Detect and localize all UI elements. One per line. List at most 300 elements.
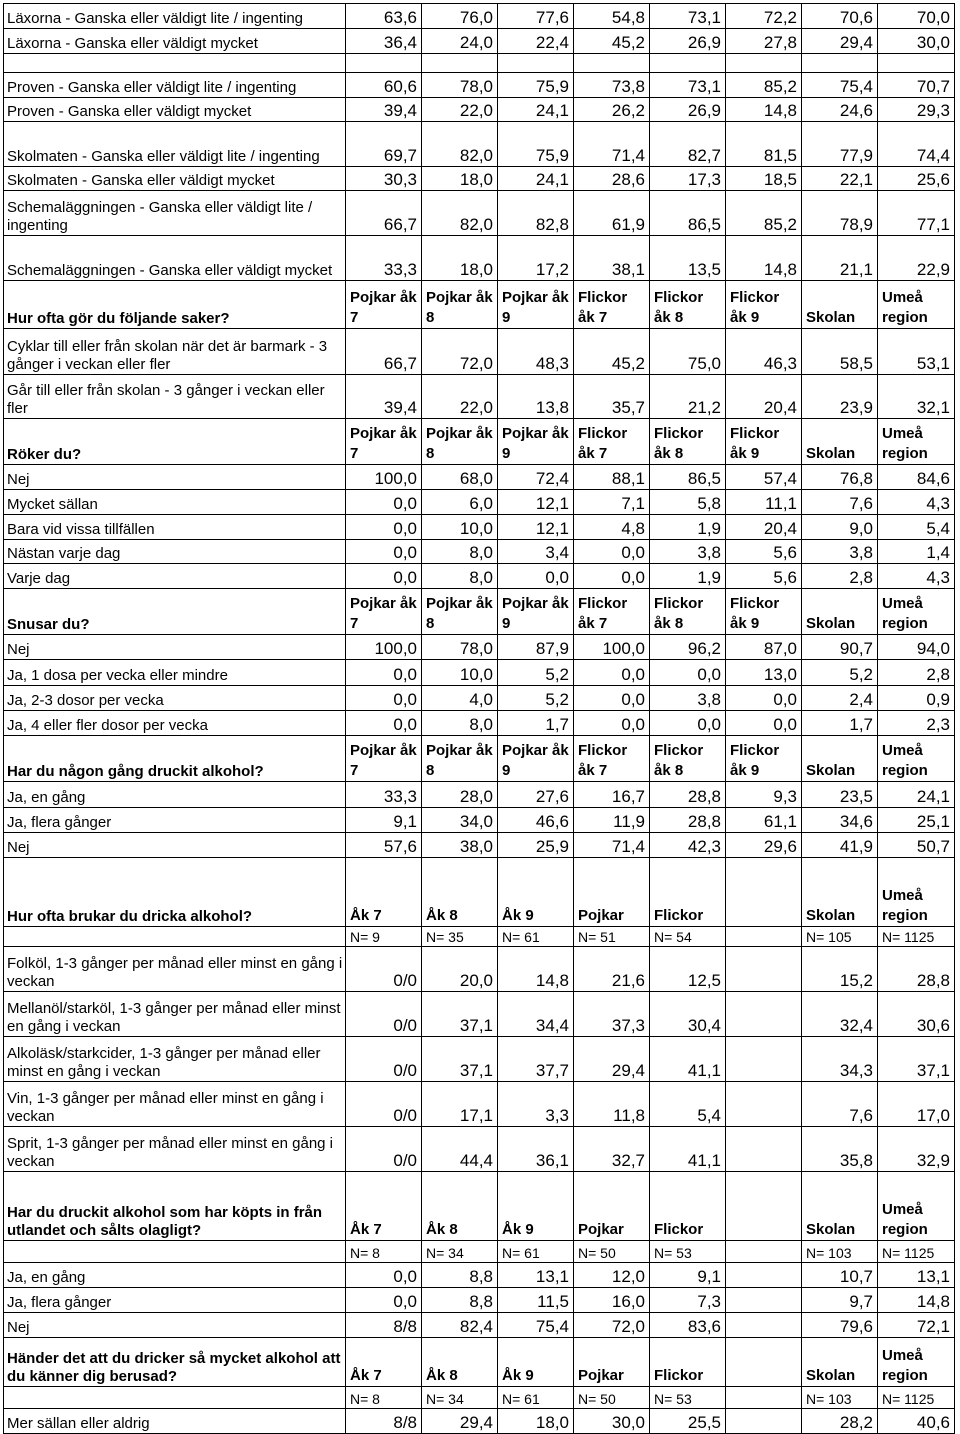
value-cell: 24,1 <box>498 167 574 191</box>
value-cell: 71,4 <box>574 122 650 167</box>
value-cell: 0,0 <box>346 711 422 736</box>
column-heading: Pojkar åk 8 <box>422 419 498 465</box>
row-label: Ja, en gång <box>4 1263 346 1288</box>
value-cell: 21,1 <box>802 236 878 281</box>
column-heading: Pojkar åk 9 <box>498 589 574 635</box>
value-cell: 36,1 <box>498 1127 574 1172</box>
row-label: Nej <box>4 465 346 490</box>
column-heading: Flickor åk 7 <box>574 736 650 782</box>
value-cell: 2,8 <box>802 564 878 589</box>
value-cell: 48,3 <box>498 329 574 375</box>
sample-size-cell: N= 61 <box>498 927 574 947</box>
question-heading: Händer det att du dricker så mycket alkohol att du känner dig berusad? <box>4 1338 346 1387</box>
question-heading: Har du druckit alkohol som har köpts in från utlandet och sålts olagligt? <box>4 1172 346 1241</box>
value-cell: 57,4 <box>726 465 802 490</box>
value-cell: 22,1 <box>802 167 878 191</box>
value-cell: 3,4 <box>498 540 574 564</box>
value-cell: 9,1 <box>346 808 422 833</box>
column-heading: Åk 9 <box>498 1338 574 1387</box>
column-heading: Skolan <box>802 858 878 927</box>
value-cell: 2,8 <box>878 660 955 686</box>
question-heading: Hur ofta brukar du dricka alkohol? <box>4 858 346 927</box>
value-cell: 0,0 <box>498 564 574 589</box>
value-cell: 87,9 <box>498 635 574 660</box>
value-cell <box>498 54 574 73</box>
column-heading: Pojkar <box>574 1172 650 1241</box>
sample-size-cell: N= 50 <box>574 1387 650 1409</box>
value-cell: 0/0 <box>346 1082 422 1127</box>
value-cell: 71,4 <box>574 833 650 858</box>
value-cell: 82,7 <box>650 122 726 167</box>
value-cell: 30,0 <box>574 1409 650 1434</box>
question-heading: Röker du? <box>4 419 346 465</box>
table-row <box>4 73 955 98</box>
value-cell: 69,7 <box>346 122 422 167</box>
value-cell: 39,4 <box>346 98 422 122</box>
value-cell: 39,4 <box>346 375 422 419</box>
sample-size-cell: N= 61 <box>498 1241 574 1263</box>
value-cell: 27,8 <box>726 29 802 54</box>
table-row <box>4 54 955 73</box>
value-cell <box>726 1288 802 1313</box>
question-heading: Snusar du? <box>4 589 346 635</box>
row-label: Nästan varje dag <box>4 540 346 564</box>
value-cell: 76,8 <box>802 465 878 490</box>
value-cell: 8,0 <box>422 564 498 589</box>
value-cell: 26,9 <box>650 98 726 122</box>
value-cell: 77,6 <box>498 4 574 29</box>
value-cell: 38,1 <box>574 236 650 281</box>
column-heading: Flickor åk 9 <box>726 589 802 635</box>
value-cell: 21,6 <box>574 947 650 992</box>
column-heading: Skolan <box>802 589 878 635</box>
value-cell: 0,0 <box>574 686 650 711</box>
value-cell: 28,2 <box>802 1409 878 1434</box>
value-cell: 75,4 <box>498 1313 574 1338</box>
value-cell: 7,3 <box>650 1288 726 1313</box>
value-cell: 11,5 <box>498 1288 574 1313</box>
column-heading: Flickor <box>650 1338 726 1387</box>
value-cell: 73,1 <box>650 4 726 29</box>
value-cell: 70,6 <box>802 4 878 29</box>
value-cell: 86,5 <box>650 465 726 490</box>
value-cell: 45,2 <box>574 29 650 54</box>
value-cell: 10,0 <box>422 515 498 540</box>
sample-size-label <box>4 927 346 947</box>
sample-size-label <box>4 1387 346 1409</box>
table-row <box>4 782 955 808</box>
column-heading: Umeå region <box>878 419 955 465</box>
row-label: Vin, 1-3 gånger per månad eller minst en gång i veckan <box>4 1082 346 1127</box>
value-cell: 28,0 <box>422 782 498 808</box>
value-cell: 7,6 <box>802 1082 878 1127</box>
value-cell: 24,1 <box>878 782 955 808</box>
value-cell: 37,7 <box>498 1037 574 1082</box>
column-heading: Pojkar <box>574 858 650 927</box>
sample-size-cell: N= 8 <box>346 1387 422 1409</box>
table-row <box>4 1313 955 1338</box>
value-cell: 85,2 <box>726 73 802 98</box>
row-label: Mellanöl/starköl, 1-3 gånger per månad eller minst en gång i veckan <box>4 992 346 1037</box>
value-cell: 72,0 <box>574 1313 650 1338</box>
value-cell: 73,8 <box>574 73 650 98</box>
value-cell: 77,1 <box>878 191 955 236</box>
value-cell: 30,3 <box>346 167 422 191</box>
value-cell: 8/8 <box>346 1313 422 1338</box>
value-cell <box>802 54 878 73</box>
value-cell: 24,0 <box>422 29 498 54</box>
column-heading: Pojkar åk 9 <box>498 736 574 782</box>
row-label: Schemaläggningen - Ganska eller väldigt lite / ingenting <box>4 191 346 236</box>
value-cell: 0/0 <box>346 992 422 1037</box>
value-cell: 45,2 <box>574 329 650 375</box>
column-heading: Pojkar <box>574 1338 650 1387</box>
value-cell: 0/0 <box>346 1127 422 1172</box>
value-cell: 100,0 <box>346 635 422 660</box>
value-cell: 3,8 <box>650 686 726 711</box>
value-cell: 22,0 <box>422 98 498 122</box>
value-cell: 32,7 <box>574 1127 650 1172</box>
value-cell: 13,0 <box>726 660 802 686</box>
value-cell: 9,7 <box>802 1288 878 1313</box>
value-cell: 18,5 <box>726 167 802 191</box>
value-cell <box>422 54 498 73</box>
value-cell: 3,8 <box>650 540 726 564</box>
row-label: Nej <box>4 833 346 858</box>
value-cell: 11,9 <box>574 808 650 833</box>
value-cell: 100,0 <box>574 635 650 660</box>
row-label: Alkoläsk/starkcider, 1-3 gånger per månad eller minst en gång i veckan <box>4 1037 346 1082</box>
value-cell: 82,4 <box>422 1313 498 1338</box>
value-cell: 8,0 <box>422 540 498 564</box>
column-heading: Flickor åk 9 <box>726 419 802 465</box>
value-cell <box>726 1037 802 1082</box>
value-cell: 9,0 <box>802 515 878 540</box>
survey-table-body <box>4 4 955 1434</box>
column-heading: Åk 9 <box>498 858 574 927</box>
column-heading: Pojkar åk 7 <box>346 736 422 782</box>
column-heading: Flickor åk 8 <box>650 419 726 465</box>
value-cell: 0,9 <box>878 686 955 711</box>
sample-size-cell: N= 1125 <box>878 1387 955 1409</box>
value-cell: 29,6 <box>726 833 802 858</box>
sample-size-row <box>4 927 955 947</box>
value-cell: 72,2 <box>726 4 802 29</box>
value-cell: 4,8 <box>574 515 650 540</box>
value-cell: 20,4 <box>726 375 802 419</box>
value-cell: 8/8 <box>346 1409 422 1434</box>
column-heading: Flickor åk 8 <box>650 281 726 329</box>
row-label: Nej <box>4 635 346 660</box>
row-label: Sprit, 1-3 gånger per månad eller minst en gång i veckan <box>4 1127 346 1172</box>
value-cell: 33,3 <box>346 782 422 808</box>
value-cell: 12,5 <box>650 947 726 992</box>
value-cell <box>726 1082 802 1127</box>
value-cell: 75,4 <box>802 73 878 98</box>
column-heading: Pojkar åk 8 <box>422 736 498 782</box>
table-row <box>4 490 955 515</box>
value-cell: 35,7 <box>574 375 650 419</box>
value-cell: 54,8 <box>574 4 650 29</box>
value-cell: 70,0 <box>878 4 955 29</box>
value-cell: 1,9 <box>650 564 726 589</box>
column-heading: Åk 9 <box>498 1172 574 1241</box>
value-cell: 3,3 <box>498 1082 574 1127</box>
value-cell: 37,1 <box>422 992 498 1037</box>
value-cell: 24,6 <box>802 98 878 122</box>
value-cell: 4,3 <box>878 564 955 589</box>
sample-size-cell: N= 103 <box>802 1241 878 1263</box>
value-cell: 4,0 <box>422 686 498 711</box>
value-cell: 21,2 <box>650 375 726 419</box>
column-heading: Pojkar åk 9 <box>498 419 574 465</box>
value-cell: 57,6 <box>346 833 422 858</box>
value-cell: 76,0 <box>422 4 498 29</box>
column-heading: Flickor åk 9 <box>726 281 802 329</box>
column-heading: Åk 8 <box>422 858 498 927</box>
value-cell <box>726 947 802 992</box>
column-heading: Flickor åk 7 <box>574 589 650 635</box>
value-cell: 14,8 <box>878 1288 955 1313</box>
value-cell: 36,4 <box>346 29 422 54</box>
value-cell: 20,0 <box>422 947 498 992</box>
sample-size-cell <box>726 1241 802 1263</box>
value-cell: 94,0 <box>878 635 955 660</box>
column-heading: Flickor <box>650 1172 726 1241</box>
row-label: Ja, 2-3 dosor per vecka <box>4 686 346 711</box>
value-cell: 13,8 <box>498 375 574 419</box>
row-label: Ja, 1 dosa per vecka eller mindre <box>4 660 346 686</box>
value-cell: 34,6 <box>802 808 878 833</box>
sample-size-row <box>4 1387 955 1409</box>
survey-table <box>3 3 955 1434</box>
value-cell: 5,4 <box>878 515 955 540</box>
column-heading: Åk 7 <box>346 858 422 927</box>
value-cell: 28,8 <box>650 782 726 808</box>
value-cell: 78,0 <box>422 635 498 660</box>
row-label: Ja, 4 eller fler dosor per vecka <box>4 711 346 736</box>
value-cell: 8,8 <box>422 1288 498 1313</box>
value-cell: 33,3 <box>346 236 422 281</box>
value-cell: 16,0 <box>574 1288 650 1313</box>
value-cell: 72,1 <box>878 1313 955 1338</box>
value-cell: 34,4 <box>498 992 574 1037</box>
value-cell: 34,0 <box>422 808 498 833</box>
value-cell: 26,2 <box>574 98 650 122</box>
value-cell <box>726 54 802 73</box>
value-cell: 100,0 <box>346 465 422 490</box>
value-cell: 3,8 <box>802 540 878 564</box>
value-cell: 90,7 <box>802 635 878 660</box>
value-cell: 5,2 <box>498 686 574 711</box>
section-header-row <box>4 1338 955 1387</box>
value-cell: 0,0 <box>574 540 650 564</box>
value-cell: 82,0 <box>422 122 498 167</box>
value-cell: 22,0 <box>422 375 498 419</box>
table-row <box>4 98 955 122</box>
value-cell: 27,6 <box>498 782 574 808</box>
value-cell <box>726 1263 802 1288</box>
value-cell: 12,1 <box>498 515 574 540</box>
value-cell: 66,7 <box>346 191 422 236</box>
sample-size-cell: N= 1125 <box>878 1241 955 1263</box>
row-label: Ja, flera gånger <box>4 808 346 833</box>
row-label: Bara vid vissa tillfällen <box>4 515 346 540</box>
value-cell: 50,7 <box>878 833 955 858</box>
value-cell: 87,0 <box>726 635 802 660</box>
value-cell: 18,0 <box>422 236 498 281</box>
value-cell: 88,1 <box>574 465 650 490</box>
row-label: Nej <box>4 1313 346 1338</box>
value-cell: 10,7 <box>802 1263 878 1288</box>
table-row <box>4 1288 955 1313</box>
table-row <box>4 711 955 736</box>
value-cell: 72,4 <box>498 465 574 490</box>
column-heading: Skolan <box>802 1338 878 1387</box>
value-cell: 0/0 <box>346 1037 422 1082</box>
column-heading: Flickor åk 8 <box>650 589 726 635</box>
value-cell: 7,1 <box>574 490 650 515</box>
sample-size-cell: N= 54 <box>650 927 726 947</box>
value-cell: 83,6 <box>650 1313 726 1338</box>
sample-size-row <box>4 1241 955 1263</box>
value-cell: 0,0 <box>346 686 422 711</box>
sample-size-cell: N= 50 <box>574 1241 650 1263</box>
table-row <box>4 465 955 490</box>
column-heading: Skolan <box>802 281 878 329</box>
value-cell: 0,0 <box>650 660 726 686</box>
sample-size-cell: N= 8 <box>346 1241 422 1263</box>
row-label: Skolmaten - Ganska eller väldigt mycket <box>4 167 346 191</box>
value-cell: 79,6 <box>802 1313 878 1338</box>
value-cell: 75,9 <box>498 122 574 167</box>
column-heading: Pojkar åk 8 <box>422 281 498 329</box>
value-cell: 10,0 <box>422 660 498 686</box>
section-header-row <box>4 736 955 782</box>
value-cell: 13,5 <box>650 236 726 281</box>
value-cell: 13,1 <box>878 1263 955 1288</box>
value-cell: 24,1 <box>498 98 574 122</box>
value-cell: 9,1 <box>650 1263 726 1288</box>
value-cell: 4,3 <box>878 490 955 515</box>
value-cell: 5,4 <box>650 1082 726 1127</box>
sample-size-cell: N= 103 <box>802 1387 878 1409</box>
value-cell: 30,4 <box>650 992 726 1037</box>
column-heading: Pojkar åk 7 <box>346 281 422 329</box>
value-cell: 11,8 <box>574 1082 650 1127</box>
table-row <box>4 833 955 858</box>
value-cell: 23,5 <box>802 782 878 808</box>
value-cell: 0,0 <box>726 711 802 736</box>
value-cell: 11,1 <box>726 490 802 515</box>
value-cell: 37,1 <box>422 1037 498 1082</box>
row-label <box>4 54 346 73</box>
value-cell: 28,6 <box>574 167 650 191</box>
value-cell: 30,6 <box>878 992 955 1037</box>
value-cell: 77,9 <box>802 122 878 167</box>
sample-size-cell <box>726 1387 802 1409</box>
value-cell <box>726 992 802 1037</box>
value-cell: 38,0 <box>422 833 498 858</box>
table-row <box>4 992 955 1037</box>
value-cell: 37,1 <box>878 1037 955 1082</box>
value-cell: 0,0 <box>650 711 726 736</box>
table-row <box>4 375 955 419</box>
column-heading: Pojkar åk 9 <box>498 281 574 329</box>
value-cell: 44,4 <box>422 1127 498 1172</box>
value-cell: 0,0 <box>346 1288 422 1313</box>
value-cell: 85,2 <box>726 191 802 236</box>
row-label: Mycket sällan <box>4 490 346 515</box>
table-row <box>4 167 955 191</box>
table-row <box>4 660 955 686</box>
value-cell: 84,6 <box>878 465 955 490</box>
row-label: Schemaläggningen - Ganska eller väldigt mycket <box>4 236 346 281</box>
value-cell: 29,4 <box>574 1037 650 1082</box>
section-header-row <box>4 589 955 635</box>
value-cell: 14,8 <box>498 947 574 992</box>
value-cell: 8,8 <box>422 1263 498 1288</box>
value-cell <box>726 1127 802 1172</box>
value-cell: 12,0 <box>574 1263 650 1288</box>
table-row <box>4 1127 955 1172</box>
value-cell <box>726 1313 802 1338</box>
value-cell: 5,8 <box>650 490 726 515</box>
value-cell: 28,8 <box>878 947 955 992</box>
value-cell: 0,0 <box>346 540 422 564</box>
column-heading <box>726 858 802 927</box>
value-cell <box>346 54 422 73</box>
row-label: Varje dag <box>4 564 346 589</box>
value-cell: 82,0 <box>422 191 498 236</box>
column-heading: Umeå region <box>878 1338 955 1387</box>
value-cell: 2,3 <box>878 711 955 736</box>
value-cell: 29,3 <box>878 98 955 122</box>
value-cell: 17,1 <box>422 1082 498 1127</box>
row-label: Går till eller från skolan - 3 gånger i veckan eller fler <box>4 375 346 419</box>
column-heading: Pojkar åk 8 <box>422 589 498 635</box>
table-row <box>4 564 955 589</box>
value-cell: 0,0 <box>574 564 650 589</box>
value-cell: 7,6 <box>802 490 878 515</box>
value-cell: 40,6 <box>878 1409 955 1434</box>
row-label: Läxorna - Ganska eller väldigt mycket <box>4 29 346 54</box>
value-cell: 0,0 <box>346 1263 422 1288</box>
value-cell: 78,9 <box>802 191 878 236</box>
value-cell: 73,1 <box>650 73 726 98</box>
value-cell: 35,8 <box>802 1127 878 1172</box>
column-heading: Umeå region <box>878 589 955 635</box>
column-heading: Pojkar åk 7 <box>346 419 422 465</box>
value-cell: 20,4 <box>726 515 802 540</box>
column-heading: Flickor åk 7 <box>574 281 650 329</box>
column-heading: Flickor åk 7 <box>574 419 650 465</box>
value-cell: 0,0 <box>346 515 422 540</box>
value-cell: 61,9 <box>574 191 650 236</box>
value-cell: 25,1 <box>878 808 955 833</box>
sample-size-cell: N= 61 <box>498 1387 574 1409</box>
value-cell: 5,2 <box>498 660 574 686</box>
value-cell: 60,6 <box>346 73 422 98</box>
value-cell: 15,2 <box>802 947 878 992</box>
sample-size-cell: N= 105 <box>802 927 878 947</box>
value-cell: 68,0 <box>422 465 498 490</box>
value-cell: 17,0 <box>878 1082 955 1127</box>
row-label: Mer sällan eller aldrig <box>4 1409 346 1434</box>
value-cell: 32,9 <box>878 1127 955 1172</box>
value-cell: 5,6 <box>726 564 802 589</box>
value-cell: 16,7 <box>574 782 650 808</box>
